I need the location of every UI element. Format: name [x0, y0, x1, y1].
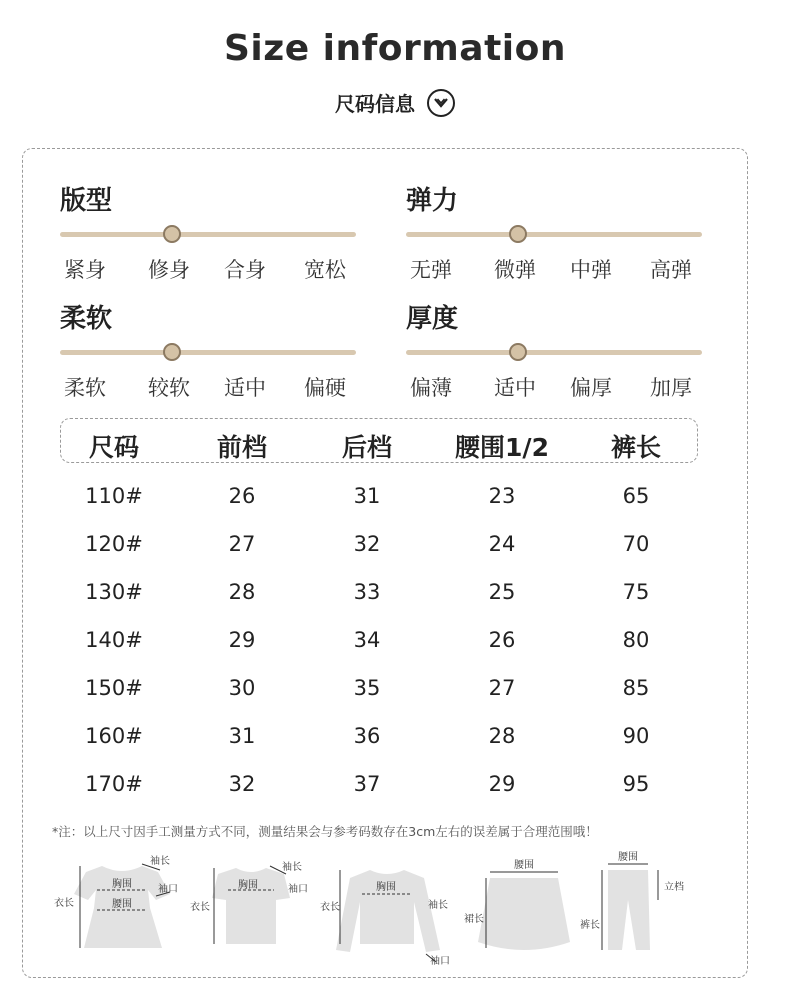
chevron-down-icon	[427, 89, 455, 117]
tshirt-length-label: 衣长	[190, 902, 210, 913]
table-cell: 95	[622, 772, 650, 796]
attribute-slider-knob	[509, 343, 527, 361]
attribute-slider-knob	[163, 343, 181, 361]
attribute-option: 较软	[148, 376, 190, 400]
dress-chest-label: 胸围	[112, 879, 132, 890]
attribute-thickness	[406, 298, 706, 400]
table-cell: 30	[228, 676, 256, 700]
sweater-length-label: 衣长	[320, 902, 340, 913]
table-cell: 150#	[85, 676, 143, 700]
table-cell: 32	[228, 772, 256, 796]
table-cell: 130#	[85, 580, 143, 604]
attribute-label: 版型	[60, 186, 113, 216]
attribute-option: 适中	[494, 376, 536, 400]
table-cell: 110#	[85, 484, 143, 508]
table-cell: 33	[353, 580, 381, 604]
attribute-slider-track	[60, 350, 356, 355]
table-cell: 29	[228, 628, 256, 652]
attribute-option: 无弹	[410, 258, 452, 282]
attribute-option: 高弹	[650, 258, 692, 282]
attribute-slider-knob	[509, 225, 527, 243]
attribute-option: 合身	[224, 258, 266, 282]
dress-diagram	[52, 852, 192, 962]
skirt-length-label: 裙长	[464, 914, 484, 925]
skirt-diagram	[462, 852, 592, 962]
attribute-fit	[60, 180, 360, 282]
sweater-cuff-label: 袖口	[430, 956, 450, 967]
table-cell: 160#	[85, 724, 143, 748]
attribute-option: 微弹	[494, 258, 536, 282]
dress-cuff-label: 袖口	[158, 884, 178, 895]
table-cell: 29	[488, 772, 516, 796]
attribute-option: 适中	[224, 376, 266, 400]
dress-length-label: 衣长	[54, 898, 74, 909]
table-cell: 31	[353, 484, 381, 508]
table-cell: 85	[622, 676, 650, 700]
table-cell: 120#	[85, 532, 143, 556]
column-header: 裤长	[610, 433, 662, 462]
attribute-option: 偏薄	[410, 376, 452, 400]
table-cell: 70	[622, 532, 650, 556]
tshirt-cuff-label: 袖口	[288, 884, 308, 895]
tshirt-chest-label: 胸围	[238, 880, 258, 891]
table-cell: 27	[488, 676, 516, 700]
page-subtitle: 尺码信息	[335, 92, 415, 116]
table-cell: 90	[622, 724, 650, 748]
attribute-option: 偏硬	[304, 376, 346, 400]
table-cell: 170#	[85, 772, 143, 796]
pants-waist-label: 腰围	[618, 852, 638, 863]
dress-sleeve-label: 袖长	[150, 856, 170, 867]
table-cell: 65	[622, 484, 650, 508]
table-cell: 35	[353, 676, 381, 700]
attribute-option: 紧身	[64, 258, 106, 282]
sweater-sleeve-label: 袖长	[428, 900, 448, 911]
attribute-slider-track	[406, 232, 702, 237]
table-cell: 25	[488, 580, 516, 604]
sweater-chest-label: 胸围	[376, 882, 396, 893]
table-cell: 36	[353, 724, 381, 748]
tshirt-diagram	[190, 852, 320, 962]
table-cell: 28	[488, 724, 516, 748]
attribute-option: 偏厚	[570, 376, 612, 400]
page-title: Size information	[223, 28, 566, 69]
measurement-note: *注：以上尺寸因手工测量方式不同，测量结果会与参考码数存在3cm左右的误差属于合理范围哦！	[52, 824, 598, 839]
column-header: 后档	[341, 433, 393, 462]
pants-length-label: 裤长	[580, 920, 600, 931]
dress-waist-label: 腰围	[112, 899, 132, 910]
table-cell: 75	[622, 580, 650, 604]
table-cell: 23	[488, 484, 516, 508]
attribute-label: 厚度	[406, 304, 459, 334]
tshirt-sleeve-label: 袖长	[282, 862, 302, 873]
table-cell: 26	[228, 484, 256, 508]
table-cell: 31	[228, 724, 256, 748]
attribute-option: 加厚	[650, 376, 692, 400]
table-cell: 32	[353, 532, 381, 556]
skirt-waist-label: 腰围	[514, 860, 534, 871]
table-cell: 37	[353, 772, 381, 796]
attribute-label: 柔软	[60, 304, 113, 334]
attribute-elasticity	[406, 180, 706, 282]
table-cell: 27	[228, 532, 256, 556]
attribute-option: 宽松	[304, 258, 346, 282]
pants-rise-label: 立档	[664, 882, 684, 893]
attribute-slider-track	[60, 232, 356, 237]
sweater-diagram	[320, 852, 460, 972]
table-cell: 80	[622, 628, 650, 652]
table-cell: 26	[488, 628, 516, 652]
pants-diagram	[578, 846, 708, 962]
table-cell: 28	[228, 580, 256, 604]
column-header: 尺码	[88, 433, 140, 462]
attribute-option: 修身	[148, 258, 190, 282]
attribute-label: 弹力	[406, 186, 459, 216]
attribute-slider-track	[406, 350, 702, 355]
attribute-slider-knob	[163, 225, 181, 243]
column-header: 前档	[216, 433, 268, 462]
table-cell: 140#	[85, 628, 143, 652]
attribute-option: 柔软	[64, 376, 106, 400]
table-cell: 24	[488, 532, 516, 556]
table-cell: 34	[353, 628, 381, 652]
attribute-option: 中弹	[570, 258, 612, 282]
column-header: 腰围1/2	[455, 433, 549, 462]
subtitle-row	[0, 88, 790, 117]
attribute-softness	[60, 298, 360, 400]
